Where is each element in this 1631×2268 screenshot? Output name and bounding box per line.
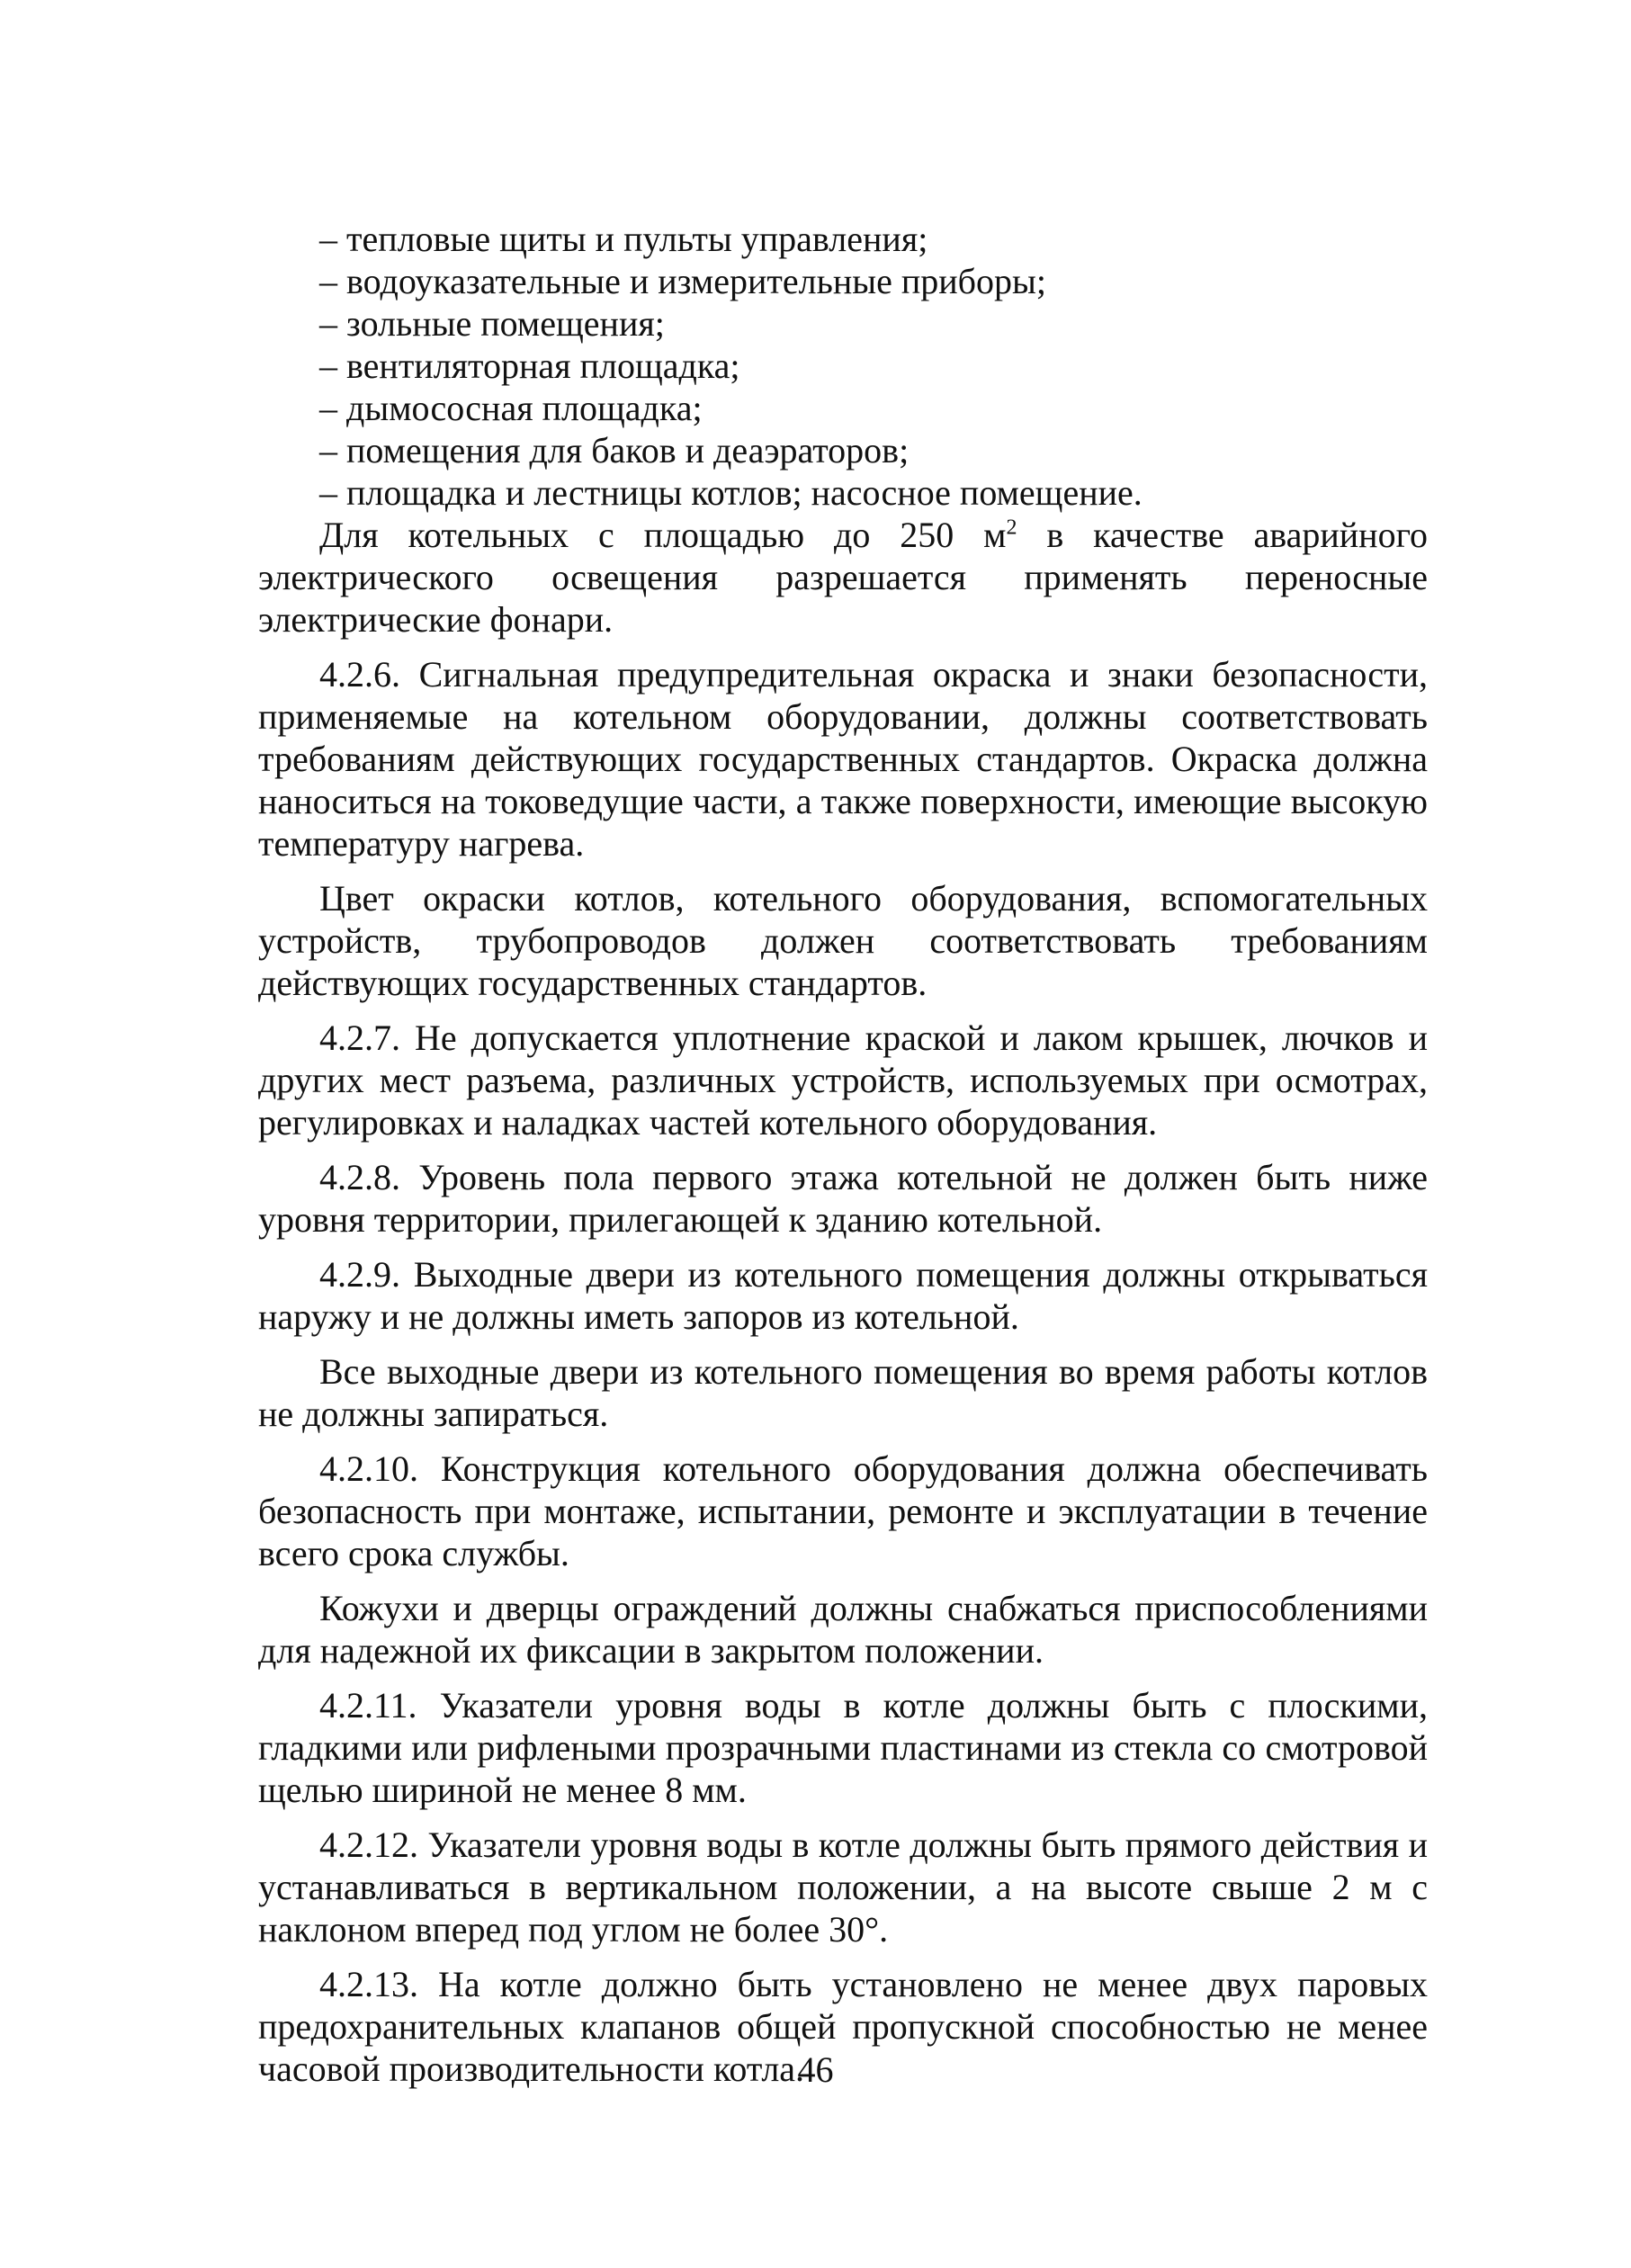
list-item: – водоуказательные и измерительные приборы;	[319, 261, 1047, 301]
paragraph-4-2-9: 4.2.9. Выходные двери из котельного помещения должны открываться наружу и не должны иметь запоров из котельной.	[258, 1254, 1428, 1337]
paragraph-covers: Кожухи и дверцы ограждений должны снабжаться приспособлениями для надежной их фиксации в закрытом положении.	[258, 1588, 1428, 1671]
paragraph-emergency-lighting	[258, 514, 1428, 641]
paragraph-4-2-11: 4.2.11. Указатели уровня воды в котле должны быть с плоскими, гладкими или рифлеными прозрачными пластинами из стекла со смотровой щелью шириной не менее 8 мм.	[258, 1685, 1428, 1810]
premises-list	[319, 218, 1428, 514]
paragraph-paint-color: Цвет окраски котлов, котельного оборудования, вспомогательных устройств, трубопроводов должен соответствовать требованиям действующих государственных стандартов.	[258, 878, 1428, 1003]
paragraph-exit-doors: Все выходные двери из котельного помещения во время работы котлов не должны запираться.	[258, 1351, 1428, 1434]
paragraph-text: в качестве аварийного электрического освещения разрешается применять переносные электрические фонари.	[258, 515, 1428, 640]
page-number: 46	[797, 2049, 834, 2090]
paragraph-4-2-6: 4.2.6. Сигнальная предупредительная окраска и знаки безопасности, применяемые на котельном оборудовании, должны соответствовать требованиям действующих государственных стандартов. Окраска должна наноситься на токоведущие части, а также поверхности, имеющие высокую температуру нагрева.	[258, 654, 1428, 864]
list-item: – дымососная площадка;	[319, 388, 703, 428]
list-item: – площадка и лестницы котлов; насосное помещение.	[319, 472, 1143, 513]
list-item: – тепловые щиты и пульты управления;	[319, 219, 928, 259]
page-body	[258, 218, 1428, 2090]
paragraph-4-2-12: 4.2.12. Указатели уровня воды в котле должны быть прямого действия и устанавливаться в вертикальном положении, а на высоте свыше 2 м с наклоном вперед под углом не более 30°.	[258, 1824, 1428, 1950]
list-item: – помещения для баков и деаэраторов;	[319, 430, 910, 471]
list-item: – вентиляторная площадка;	[319, 345, 740, 386]
paragraph-text: Для котельных с площадью до 250 м	[319, 515, 1007, 555]
paragraph-4-2-7: 4.2.7. Не допускается уплотнение краской и лаком крышек, лючков и других мест разъема, различных устройств, используемых при осмотрах, регулировках и наладках частей котельного оборудования.	[258, 1017, 1428, 1143]
superscript: 2	[1006, 515, 1017, 540]
paragraph-4-2-10: 4.2.10. Конструкция котельного оборудования должна обеспечивать безопасность при монтаже, испытании, ремонте и эксплуатации в течение всего срока службы.	[258, 1448, 1428, 1573]
list-item: – зольные помещения;	[319, 303, 665, 344]
paragraph-4-2-13: 4.2.13. На котле должно быть установлено не менее двух паровых предохранительных клапанов общей пропускной способностью не менее часовой производительности котла.	[258, 1964, 1428, 2089]
paragraph-4-2-8: 4.2.8. Уровень пола первого этажа котельной не должен быть ниже уровня территории, прилегающей к зданию котельной.	[258, 1157, 1428, 1240]
